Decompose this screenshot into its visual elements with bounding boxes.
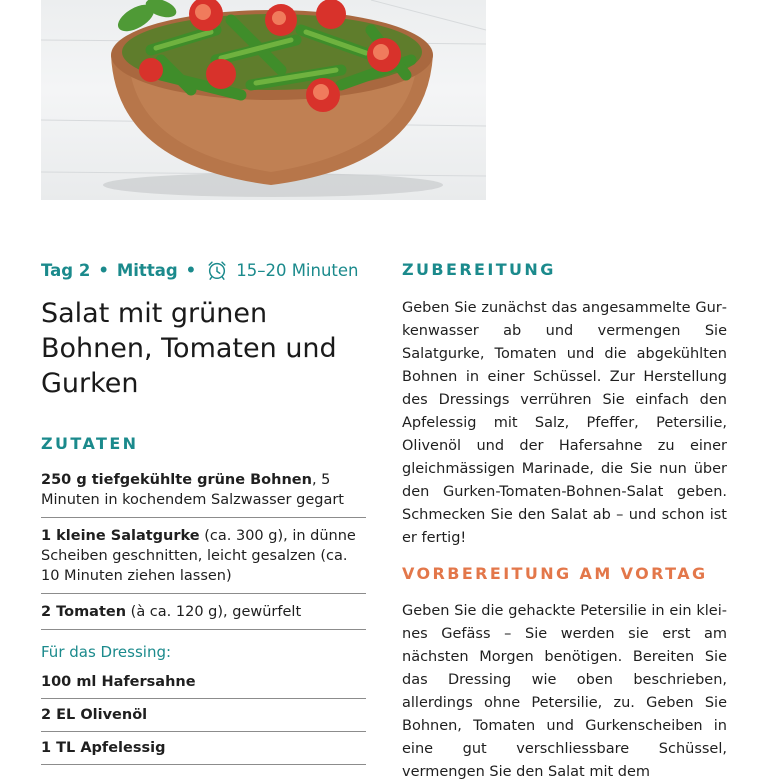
ingredient-name: 1 kleine Salatgurke [41, 528, 200, 544]
ingredient-name: 2 Tomaten [41, 604, 127, 620]
duration-label: 15–20 Minuten [236, 260, 359, 280]
ingredient-detail: , 5 Minuten in kochendem Salzwasser gegart [41, 472, 344, 508]
list-item: 100 ml Hafersahne [41, 672, 366, 699]
salad-photo [41, 0, 486, 200]
ingredients-heading: ZUTATEN [41, 434, 139, 453]
dressing-subheading: Für das Dressing: [41, 643, 172, 661]
preparation-heading: ZUBEREITUNG [402, 260, 556, 279]
ingredient-detail: (ca. 300 g), in dünne Scheiben geschnitten, leicht gesalzen (ca. 10 Minuten ziehen lassen) [41, 528, 356, 584]
alarm-clock-icon [206, 259, 228, 281]
day-before-text: Geben Sie die gehackte Petersilie in ein kleines Gefäss – Sie werden sie erst am nächsten Morgen benötigen. Bereiten Sie das Dressing wie oben beschrieben, allerdings ohne Petersilie, zu. Geben Sie Bohnen, Tomaten und Gurkenscheiben in eine gut verschliessbare Schüssel, vermengen Sie den Salat mit dem [402, 603, 727, 780]
ingredient-detail: (à ca. 120 g), gewürfelt [126, 604, 302, 620]
list-item: 1 TL Apfelessig [41, 738, 366, 765]
list-item: 2 EL Olivenöl [41, 705, 366, 732]
day-label: Tag 2 [41, 260, 91, 280]
meal-label: Mittag [116, 260, 178, 280]
list-item [41, 470, 366, 518]
ingredients-list [41, 470, 366, 638]
list-item [41, 602, 366, 630]
meta-bullet: • [185, 260, 197, 280]
dressing-list [41, 672, 366, 771]
recipe-meta [41, 259, 359, 281]
meta-bullet: • [98, 260, 109, 280]
day-before-heading: VORBEREITUNG AM VORTAG [402, 564, 708, 583]
preparation-text: Geben Sie zunächst das angesammelte Gurkenwasser ab und vermengen Sie Salatgurke, Tomaten und die abgekühlten Bohnen in einer Schüssel. Zur Herstellung des Dressings verrühren Sie einfach den Apfelessig mit Salz, Pfeffer, Petersilie, Olivenöl und der Hafersahne zu einer gleichmässigen Marinade, die Sie nun über den Gurken-Tomaten-Bohnen-Salat geben. Schmecken Sie den Salat ab – und schon ist er fertig! [402, 300, 727, 546]
ingredient-name: 250 g tiefgekühlte grüne Bohnen [41, 472, 312, 488]
recipe-title: Salat mit grünen Bohnen, Tomaten und Gurken [41, 298, 337, 399]
list-item [41, 526, 366, 594]
